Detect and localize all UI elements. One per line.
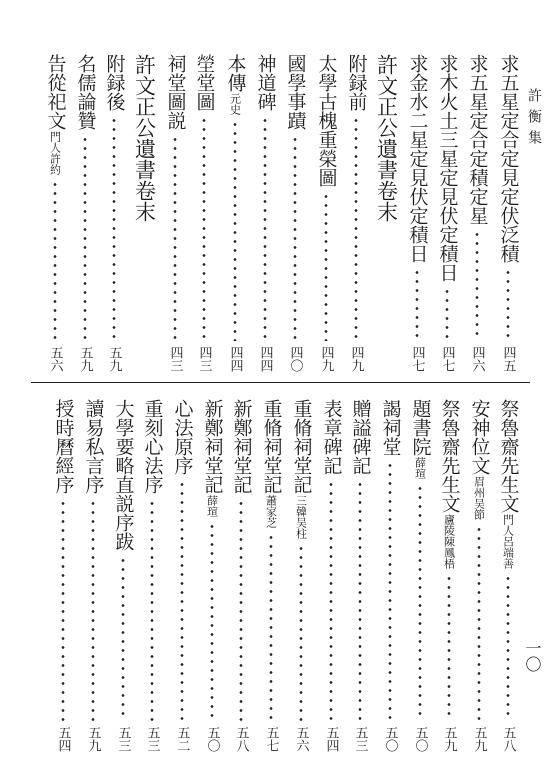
toc-entry[interactable] [99,54,129,372]
entry-author-note: 廬陵陳鳳梧 [442,514,456,569]
entry-page-number: 四五 [500,346,516,372]
entry-author-note: 門人呂端善 [501,514,515,569]
toc-entry[interactable] [256,399,286,752]
entry-title: 表章碑記 [320,399,343,475]
entry-page-number: 五八 [233,726,249,752]
entry-page-number: 五九 [471,726,487,752]
toc-entry[interactable] [345,399,375,752]
toc-entry[interactable] [137,399,167,752]
entry-author-note: 門人許約 [48,131,62,175]
dot-leader [493,268,523,341]
entry-title: 附録後 [103,54,126,111]
dot-leader [375,461,405,721]
entry-page-number: 五九 [85,726,101,752]
dot-leader [48,499,78,721]
dot-leader [402,268,432,341]
toc-entry[interactable] [197,399,227,752]
dot-leader [432,287,462,341]
entry-title: 塋堂圖 [193,54,216,111]
entry-page-number: 四七 [439,346,455,372]
dot-leader [256,533,286,721]
dot-leader [311,192,341,341]
toc-entry[interactable] [189,54,219,372]
dot-leader [250,116,280,341]
toc-entry[interactable] [434,399,464,752]
entry-title: 太學古槐重榮圖 [315,54,338,187]
entry-title: 國學事蹟 [284,54,307,130]
entry-page-number: 五九 [77,346,93,372]
toc-entry[interactable] [250,54,280,372]
dot-leader [462,230,492,341]
entry-title: 名儒論贊 [74,54,97,130]
toc-entry[interactable] [40,54,70,372]
book-title: 許衡集 [526,88,542,151]
toc-entry[interactable] [493,54,523,372]
toc-entry[interactable] [167,399,197,752]
entry-title: 求五星定合定積定星 [466,54,489,225]
dot-leader [78,499,108,721]
dot-leader [226,499,256,721]
section-heading: 許文正公遺書卷末 [374,54,399,222]
entry-page-number: 五九 [106,346,122,372]
entry-title: 重脩祠堂記 [290,399,313,494]
entry-page-number: 四九 [348,346,364,372]
entry-title: 讀易私言序 [82,399,105,494]
entry-page-number: 四九 [318,346,334,372]
entry-author-note: 薛瑄 [205,495,219,517]
toc-entry[interactable] [371,54,401,372]
dot-leader [137,499,167,721]
dot-leader [40,180,70,341]
entry-title: 重刻心法序 [141,399,164,494]
dot-leader [286,544,316,721]
dot-leader [464,525,494,721]
toc-entry[interactable] [464,399,494,752]
toc-entry[interactable] [129,54,159,372]
entry-title: 附録前 [345,54,368,111]
toc-entry[interactable] [405,399,435,752]
entry-title: 神道碑 [254,54,277,111]
toc-entry[interactable] [78,399,108,752]
entry-page-number: 四六 [469,346,485,372]
entry-author-note: 眉州吴節 [472,476,486,520]
dot-leader [434,574,464,721]
entry-title: 本傳 [224,54,247,92]
toc-entry[interactable] [462,54,492,372]
entry-title: 題書院 [409,399,432,456]
entry-title: 求五星定合定見定伏泛積 [497,54,520,263]
entry-page-number: 五三 [352,726,368,752]
entry-page-number: 五四 [323,726,339,752]
toc-entry[interactable] [493,399,523,752]
entry-title: 心法原序 [171,399,194,475]
entry-page-number: 五九 [441,726,457,752]
toc-entry[interactable] [286,399,316,752]
entry-page-number: 四三 [167,346,183,372]
entry-title: 求木火土三星定見伏定積日 [436,54,459,282]
dot-leader [160,135,190,341]
toc-entry[interactable] [160,54,190,372]
entry-title: 安神位文 [468,399,491,475]
toc-entry[interactable] [432,54,462,372]
entry-page-number: 五三 [115,726,131,752]
dot-leader [220,120,250,341]
entry-page-number: 四七 [409,346,425,372]
dot-leader [341,116,371,341]
toc-entry[interactable] [48,399,78,752]
toc-entry[interactable] [220,54,250,372]
toc-entry[interactable] [108,399,138,752]
dot-leader [108,556,138,721]
entry-title: 祭魯齋先生文 [438,399,461,513]
entry-title: 求金水二星定見伏定積日 [406,54,429,263]
dot-leader [70,135,100,341]
toc-entry[interactable] [375,399,405,752]
entry-author-note: 蕭家芝 [264,495,278,528]
dot-leader [280,135,310,341]
entry-title: 授時曆經序 [52,399,75,494]
toc-entry[interactable] [311,54,341,372]
entry-title: 大學要略直説序跋 [112,399,135,551]
dot-leader [345,480,375,721]
dot-leader [99,116,129,341]
entry-page-number: 四四 [227,346,243,372]
entry-title: 祠堂圖説 [164,54,187,130]
dot-leader [167,480,197,721]
entry-title: 新鄭祠堂記 [201,399,224,494]
entry-page-number: 五〇 [382,726,398,752]
entry-page-number: 四四 [257,346,273,372]
entry-page-number: 五〇 [412,726,428,752]
entry-page-number: 五四 [55,726,71,752]
dot-leader [197,522,227,721]
toc-entry[interactable] [70,54,100,372]
dot-leader [405,484,435,721]
dot-leader [493,574,523,721]
page-number: 一〇 [523,640,542,672]
toc-entry[interactable] [316,399,346,752]
entry-page-number: 五七 [263,726,279,752]
entry-author-note: 三韓吴柱 [294,495,308,539]
entry-page-number: 五二 [174,726,190,752]
entry-title: 重脩祠堂記 [260,399,283,494]
toc-entry[interactable] [402,54,432,372]
entry-page-number: 五〇 [204,726,220,752]
entry-page-number: 四三 [196,346,212,372]
entry-title: 謁祠堂 [379,399,402,456]
entry-title: 新鄭祠堂記 [230,399,253,494]
section-divider [31,382,530,383]
dot-leader [189,116,219,341]
entry-page-number: 四〇 [287,346,303,372]
entry-page-number: 五六 [47,346,63,372]
toc-entry[interactable] [226,399,256,752]
entry-title: 告從祀文 [44,54,67,130]
dot-leader [316,480,346,721]
toc-entry[interactable] [280,54,310,372]
entry-page-number: 五八 [500,726,516,752]
entry-page-number: 五六 [293,726,309,752]
entry-author-note: 元史 [228,93,242,115]
entry-author-note: 薛瑄 [413,457,427,479]
toc-entry[interactable] [341,54,371,372]
section-heading: 許文正公遺書卷末 [132,54,157,222]
entry-title: 贈謚碑記 [349,399,372,475]
entry-page-number: 五三 [144,726,160,752]
entry-title: 祭魯齋先生文 [497,399,520,513]
